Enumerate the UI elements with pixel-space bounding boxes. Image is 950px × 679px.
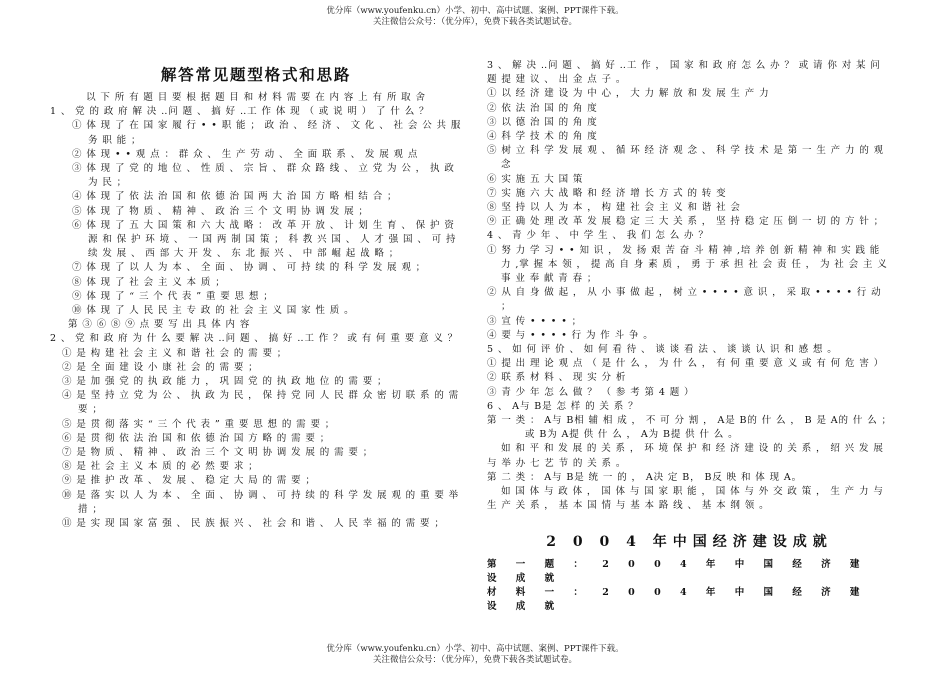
question-2: 2 、 党 和 政 府 为 什 么 要 解 决 ‥问 题 、 搞 好 ‥工 作 ？ 或 有 何 重 要 意 义 ？ xyxy=(50,333,459,345)
q2-item: ⑩ 是 落 实 以 人 为 本 、 全 面 、 协 调 、 可 持 续 的 科 学 发 展 观 的 重 要 举 措 ； xyxy=(62,489,460,515)
q5-item: ③ 青 少 年 怎 么 做 ？ （ 参 考 第 4 题 ） xyxy=(487,386,695,398)
intro-text: 以 下 所 有 题 目 要 根 据 题 目 和 材 料 需 要 在 内 容 上 有 所 取 舍 xyxy=(86,92,426,103)
section-2-question: 第 一 题 ： 2 0 0 4 年 中 国 经 济 建 设 成 就 xyxy=(487,558,868,584)
question-4: 4 、 青 少 年 、 中 学 生 、 我 们 怎 么 办 ？ xyxy=(487,230,709,242)
q2-item: ① 是 构 建 社 会 主 义 和 谐 社 会 的 需 要 ； xyxy=(62,347,288,359)
q3-item: ⑧ 坚 持 以 人 为 本 ， 构 建 社 会 主 义 和 谐 社 会 xyxy=(487,202,741,214)
section-2-material: 材 料 一 ： 2 0 0 4 年 中 国 经 济 建 设 成 就 xyxy=(487,586,868,613)
q3-item: ① 以 经 济 建 设 为 中 心 ， 大 力 解 放 和 发 展 生 产 力 xyxy=(487,88,770,100)
q2-item: ② 是 全 面 建 设 小 康 社 会 的 需 要 ； xyxy=(62,361,259,373)
q2-item: ③ 是 加 强 党 的 执 政 能 力 ， 巩 固 党 的 执 政 地 位 的 需 要 ； xyxy=(62,376,388,388)
q5-item: ② 联 系 材 料 、 现 实 分 析 xyxy=(487,372,627,384)
q4-item: ③ 宣 传 • • • • ； xyxy=(487,315,583,327)
q1-item: ① 体 现 了 在 国 家 履 行 • • 职 能 ； 政 治 、 经 济 、 文 化 、 社 会 公 共 服 务 职 能 ； xyxy=(72,120,462,146)
right-column xyxy=(487,59,892,614)
q3-item: ⑨ 正 确 处 理 改 革 发 展 稳 定 三 大 关 系 ， 坚 持 稳 定 压 倒 一 切 的 方 针 ； xyxy=(487,216,885,228)
q6-example: 如 和 平 和 发 展 的 关 系 ， 环 境 保 护 和 经 济 建 设 的 关 系 ， 绍 兴 发 展 与 举 办 七 艺 节 的 关 系 。 xyxy=(487,443,884,469)
q6-item: 第 二 类 ： A与 B是 统 一 的 ， A决 定 B， B反 映 和 体 现 A。 xyxy=(487,471,803,483)
q1-item: ⑧ 体 现 了 社 会 主 义 本 质 ； xyxy=(72,276,226,288)
q4-item: ④ 要 与 • • • • 行 为 作 斗 争 。 xyxy=(487,329,654,341)
q1-item: ⑨ 体 现 了 “ 三 个 代 表 ” 重 要 思 想 ； xyxy=(72,290,274,302)
question-3: 3 、 解 决 ‥问 题 、 搞 好 ‥工 作 ， 国 家 和 政 府 怎 么 办 ？ 或 请 你 对 某 问 题 提 建 议 、 出 金 点 子 。 xyxy=(487,60,881,86)
q1-item: ③ 体 现 了 党 的 地 位 、 性 质 、 宗 旨 、 群 众 路 线 、 立 党 为 公 ， 执 政 为 民 ； xyxy=(72,163,455,189)
q2-item: ⑨ 是 推 护 改 革 、 发 展 、 稳 定 大 局 的 需 要 ； xyxy=(62,475,316,487)
q2-item: ⑤ 是 贯 彻 落 实 “ 三 个 代 表 ” 重 要 思 想 的 需 要 ； xyxy=(62,418,336,430)
q1-item: ⑥ 体 现 了 五 大 国 策 和 六 大 战 略 ： 改 革 开 放 、 计 划 生 育 、 保 护 资 源 和 保 护 环 境 、 一 国 两 制 国 策 ； 科 教 兴 国 、 人 才 强 国 、 可 持 续 发 展 、 西 部 大 开 发 、 东 北 振 兴 、 中 部 崛 起 战 略 ； xyxy=(72,219,457,260)
q1-item: ④ 体 现 了 依 法 治 国 和 依 德 治 国 两 大 治 国 方 略 相 结 合 ； xyxy=(72,191,398,203)
question-5: 5 、 如 何 评 价 、 如 何 看 待 、 谈 谈 看 法 、 谈 谈 认 识 和 感 想 。 xyxy=(487,344,838,356)
q3-item: ⑤ 树 立 科 学 发 展 观 、 循 环 经 济 观 念 、 科 学 技 术 是 第 一 生 产 力 的 观 念 xyxy=(487,145,885,171)
left-column xyxy=(50,59,462,531)
page-header xyxy=(0,6,950,28)
q2-item: ④ 是 坚 持 立 党 为 公 、 执 政 为 民 ， 保 持 党 同 人 民 群 众 密 切 联 系 的 需 要 ； xyxy=(62,390,460,416)
q2-item: ⑥ 是 贯 彻 依 法 治 国 和 依 德 治 国 方 略 的 需 要 ； xyxy=(62,432,331,444)
header-line-2: 关注微信公众号：（优分库），免费下载各类试题试卷。 xyxy=(372,17,577,27)
q4-item: ① 努 力 学 习 • • 知 识 ， 发 扬 艰 苦 奋 斗 精 神 ,培 养 创 新 精 神 和 实 践 能 力 ,掌 握 本 领 ， 提 高 自 身 素 质 ， 勇 于 承 担 社 会 责 任 ， 为 社 会 主 义 事 业 奉 献 青 春 ； xyxy=(487,244,888,285)
q4-item: ② 从 自 身 做 起 ， 从 小 事 做 起 ， 树 立 • • • • 意 识 ， 采 取 • • • • 行 动 ； xyxy=(487,287,882,313)
q1-note: 第 ③ ⑥ ⑧ ⑨ 点 要 写 出 具 体 内 容 xyxy=(68,319,251,331)
q6-example: 如 国 体 与 政 体 ， 国 体 与 国 家 职 能 ， 国 体 与 外 交 政 策 ， 生 产 力 与 生 产 关 系 ， 基 本 国 情 与 基 本 路 线 、 基 本 纲 领 。 xyxy=(487,486,884,512)
q6-item: 第 一 类 ： A与 B相 辅 相 成 ， 不 可 分 割 ， A是 B的 什 么 ， B 是 A的 什 么 ； 或 B为 A提 供 什 么 ， A为 B提 供 什 么 。 xyxy=(487,415,892,441)
footer-line-2: 关注微信公众号：（优分库），免费下载各类试题试卷。 xyxy=(372,655,577,665)
q3-item: ④ 科 学 技 术 的 角 度 xyxy=(487,131,598,143)
footer-line-1: 优分库（www.youfenku.cn）小学、初中、高中试题、案例、PPT课件下载。 xyxy=(326,644,624,654)
q3-item: ③ 以 德 治 国 的 角 度 xyxy=(487,116,598,128)
q5-item: ① 提 出 理 论 观 点 （ 是 什 么 ， 为 什 么 ， 有 何 重 要 意 义 或 有 何 危 害 ） xyxy=(487,358,885,370)
q2-item: ⑧ 是 社 会 主 义 本 质 的 必 然 要 求 ； xyxy=(62,461,259,473)
question-6: 6 、 A与 B是 怎 样 的 关 系 ？ xyxy=(487,400,639,412)
q1-item: ② 体 现 • • 观 点 ： 群 众 、 生 产 劳 动 、 全 面 联 系 、 发 展 观 点 xyxy=(72,148,419,160)
q3-item: ② 依 法 治 国 的 角 度 xyxy=(487,102,598,114)
q3-item: ⑦ 实 施 六 大 战 略 和 经 济 增 长 方 式 的 转 变 xyxy=(487,187,727,199)
section-2-title: 2 0 0 4 年中国经济建设成就 xyxy=(546,533,833,550)
header-line-1: 优分库（www.youfenku.cn）小学、初中、高中试题、案例、PPT课件下载。 xyxy=(326,6,624,16)
q2-item: ⑦ 是 物 质 、 精 神 、 政 治 三 个 文 明 协 调 发 展 的 需 要 ； xyxy=(62,447,374,459)
page-footer xyxy=(0,644,950,666)
q3-item: ⑥ 实 施 五 大 国 策 xyxy=(487,173,584,185)
question-1: 1 、 党 的 政 府 解 决 ‥问 题 、 搞 好 ‥工 作 体 现 （ 或 说 明 ） 了 什 么 ？ xyxy=(50,106,430,118)
q1-item: ⑩ 体 现 了 人 民 民 主 专 政 的 社 会 主 义 国 家 性 质 。 xyxy=(72,305,355,317)
q1-item: ⑤ 体 现 了 物 质 、 精 神 、 政 治 三 个 文 明 协 调 发 展 ； xyxy=(72,205,369,217)
q2-item: ⑪ 是 实 现 国 家 富 强 、 民 族 振 兴 、 社 会 和 谐 、 人 民 幸 福 的 需 要 ； xyxy=(62,518,445,530)
q1-item: ⑦ 体 现 了 以 人 为 本 、 全 面 、 协 调 、 可 持 续 的 科 学 发 展 观 ； xyxy=(72,262,427,274)
document-title: 解答常见题型格式和思路 xyxy=(160,65,352,84)
